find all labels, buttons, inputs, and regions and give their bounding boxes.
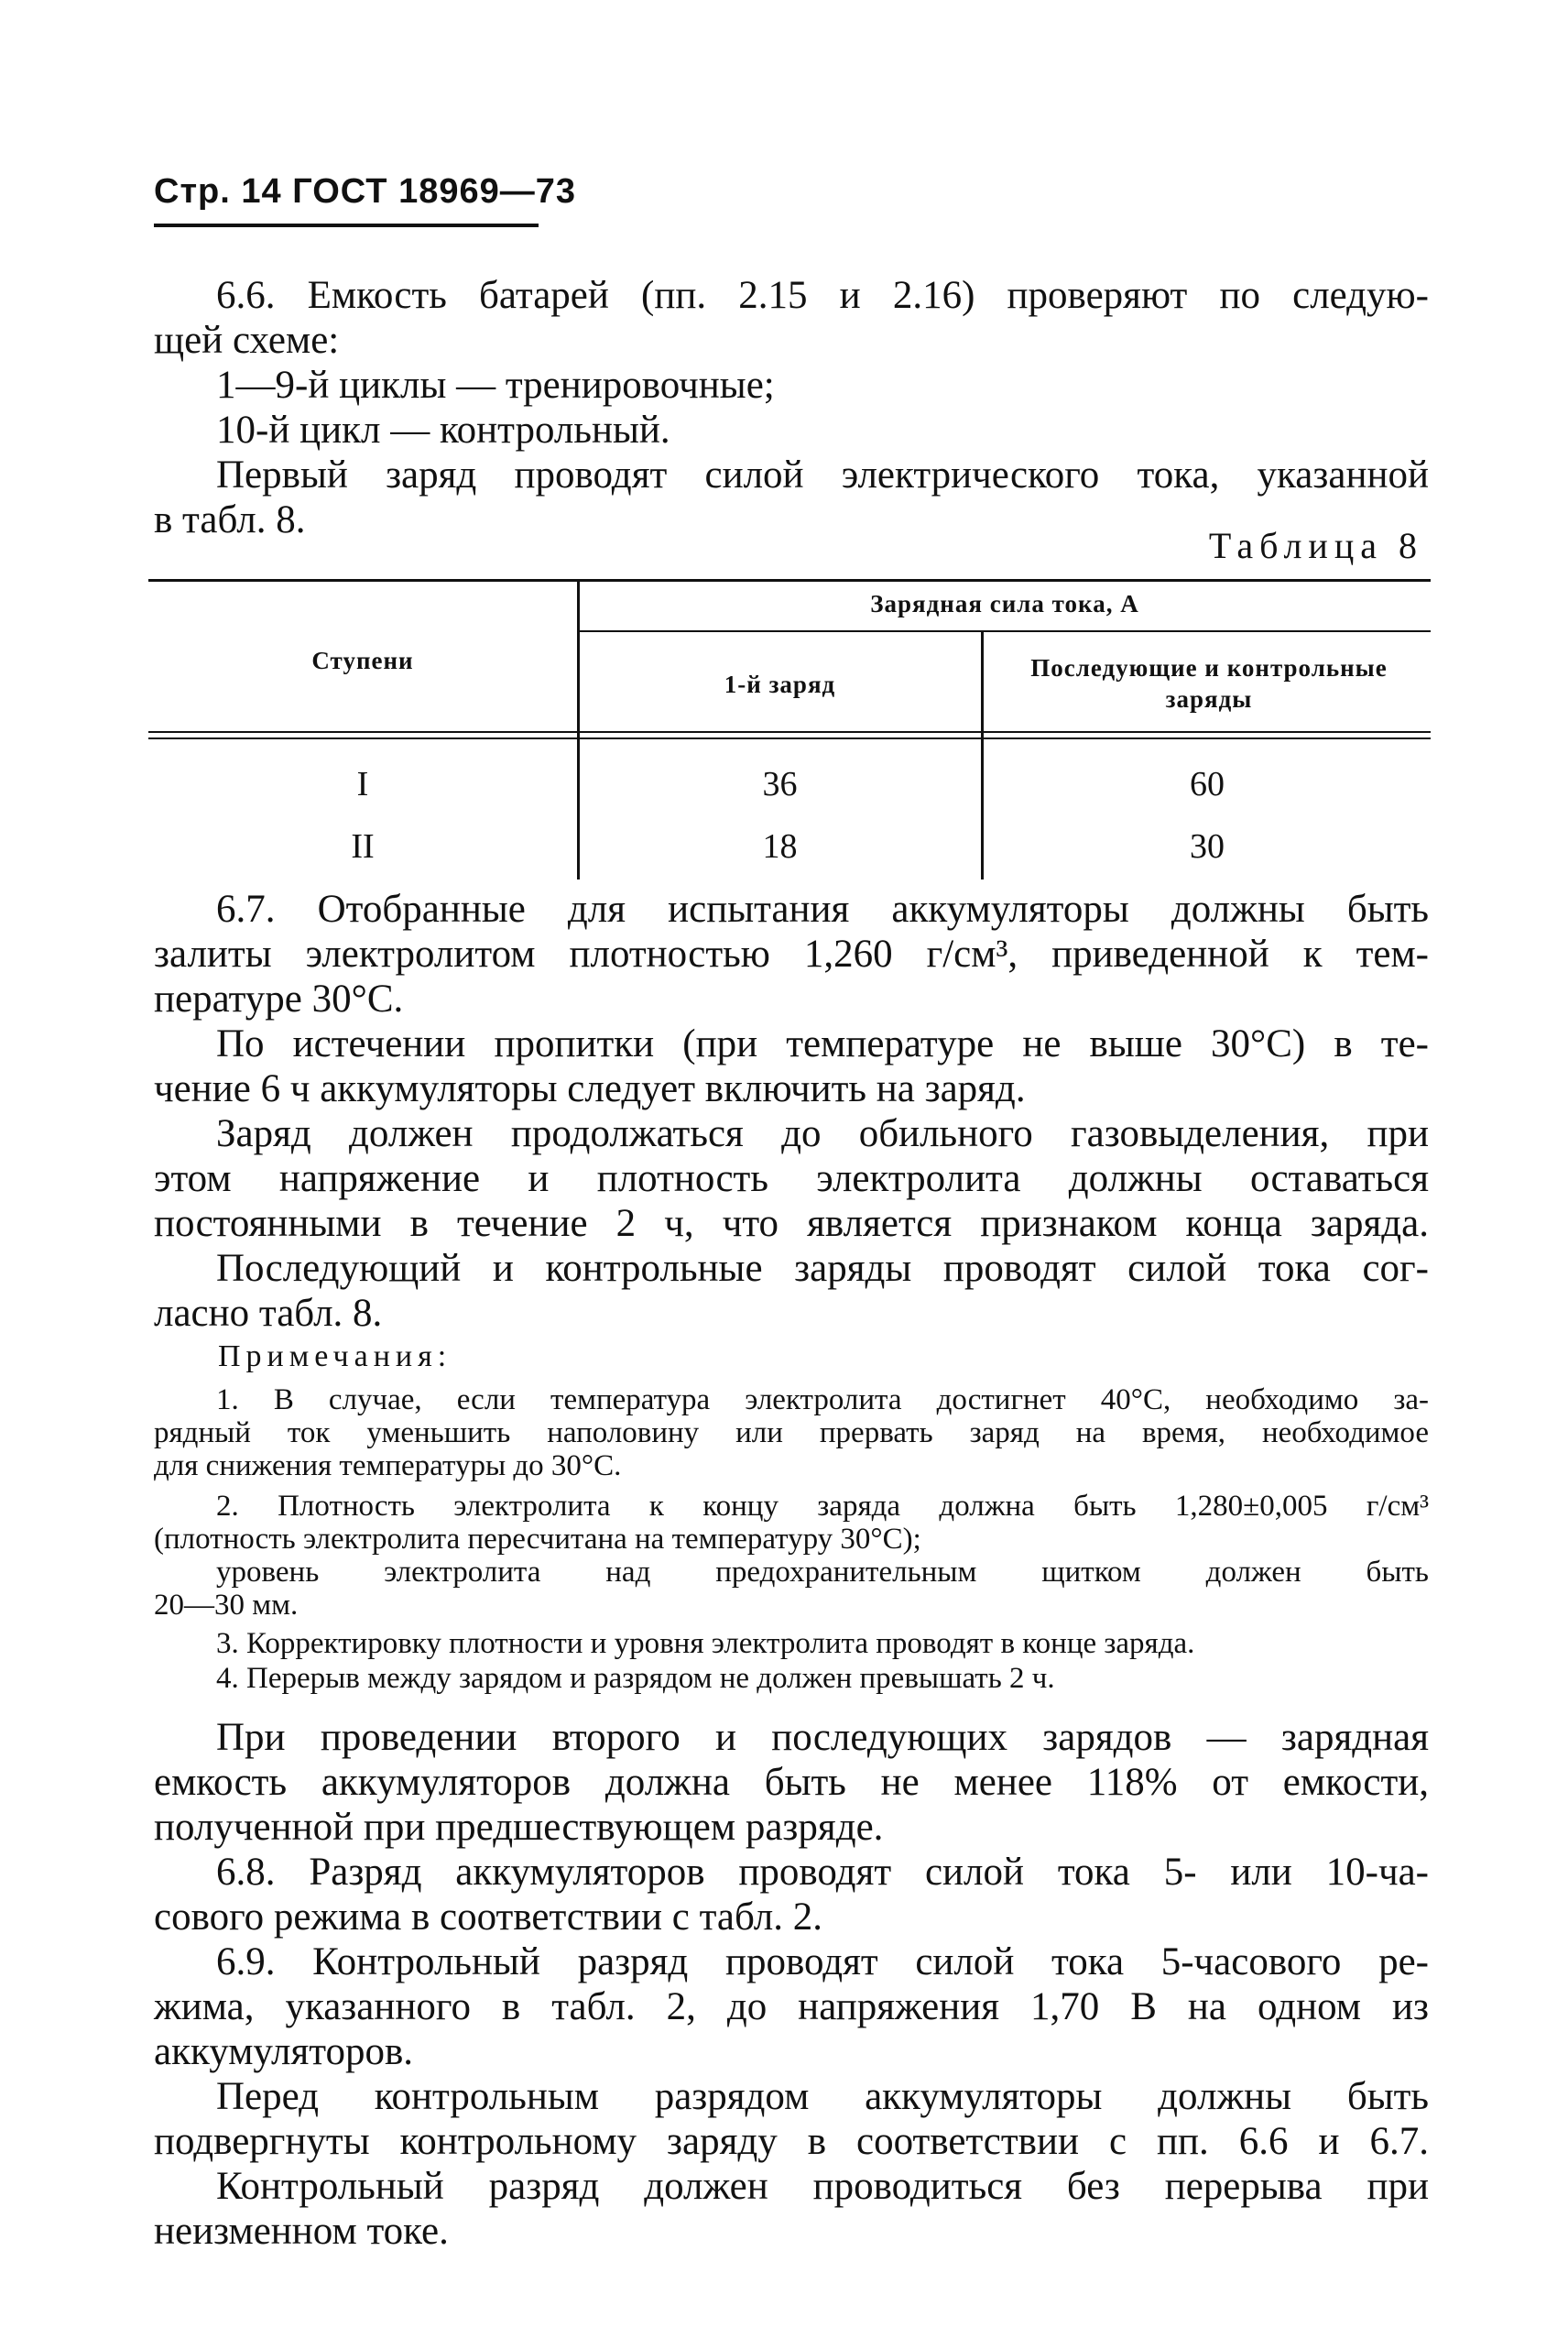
th-charge-current: Зарядная сила тока, А: [870, 590, 1139, 617]
s67-p2-line1: По истечении пропитки (при температуре не выше 30°С) в те-: [216, 1022, 1429, 1065]
note-2-line2: (плотность электролита пересчитана на температуру 30°С);: [154, 1523, 921, 1556]
s67-p1-line1: 6.7. Отобранные для испытания аккумуляторы должны быть: [216, 888, 1429, 931]
s69-p3-line1: Контрольный разряд должен проводиться без перерыва при: [216, 2165, 1429, 2208]
after-notes-line3: полученной при предшествующем разряде.: [154, 1806, 884, 1849]
note-2-line3: уровень электролита над предохранительным щитком должен быть: [216, 1556, 1429, 1589]
table-header-rule-a: [148, 731, 1431, 733]
s69-p1-line1: 6.9. Контрольный разряд проводят силой тока 5-часового ре-: [216, 1940, 1429, 1983]
table-group-rule: [579, 630, 1431, 632]
header-underline: [154, 224, 539, 227]
s69-p2-line1: Перед контрольным разрядом аккумуляторы должны быть: [216, 2075, 1429, 2118]
s67-p1-line3: пературе 30°С.: [154, 978, 404, 1021]
table-row-2-stage: II: [351, 827, 375, 866]
s66-line1: 6.6. Емкость батарей (пп. 2.15 и 2.16) проверяют по следую-: [216, 274, 1429, 317]
s66-line3: Первый заряд проводят силой электрического тока, указанной: [216, 453, 1429, 497]
note-2-line4: 20—30 мм.: [154, 1589, 299, 1622]
s69-p2-line2: подвергнуты контрольному заряду в соответствии с пп. 6.6 и 6.7.: [154, 2120, 1429, 2163]
table-row-2-next: 30: [1190, 827, 1225, 866]
s67-p4-line1: Последующий и контрольные заряды проводят силой тока сог-: [216, 1247, 1429, 1290]
s67-p4-line2: ласно табл. 8.: [154, 1292, 383, 1335]
note-4: 4. Перерыв между зарядом и разрядом не должен превышать 2 ч.: [216, 1662, 1055, 1695]
s67-p2-line2: чение 6 ч аккумуляторы следует включить на заряд.: [154, 1067, 1026, 1110]
notes-title: Примечания:: [218, 1339, 452, 1373]
page-header: Стр. 14 ГОСТ 18969—73: [154, 172, 577, 211]
th-stages: Ступени: [311, 647, 414, 674]
s67-p1-line2: залиты электролитом плотностью 1,260 г/см³, приведенной к тем-: [154, 933, 1429, 976]
table-top-rule: [148, 579, 1431, 582]
s68-line1: 6.8. Разряд аккумуляторов проводят силой тока 5- или 10-ча-: [216, 1851, 1429, 1894]
table-8-title: Таблица 8: [1208, 525, 1423, 566]
note-1-line3: для снижения температуры до 30°С.: [154, 1449, 622, 1482]
s69-p1-line3: аккумуляторов.: [154, 2030, 414, 2073]
s66-item2: 10-й цикл — контрольный.: [216, 409, 670, 452]
table-row-1-stage: I: [356, 765, 369, 803]
s69-p1-line2: жима, указанного в табл. 2, до напряжения 1,70 В на одном из: [154, 1985, 1429, 2028]
note-3: 3. Корректировку плотности и уровня электролита проводят в конце заряда.: [216, 1627, 1195, 1660]
s67-p3-line2: этом напряжение и плотность электролита должны оставаться: [154, 1157, 1429, 1200]
note-1-line1: 1. В случае, если температура электролита достигнет 40°С, необходимо за-: [216, 1383, 1429, 1416]
s69-p3-line2: неизменном токе.: [154, 2210, 449, 2253]
note-1-line2: рядный ток уменьшить наполовину или прервать заряд на время, необходимое: [154, 1416, 1429, 1449]
s66-line2: щей схеме:: [154, 319, 340, 362]
table-row-1-next: 60: [1190, 765, 1225, 803]
note-2-line1: 2. Плотность электролита к концу заряда должна быть 1,280±0,005 г/см³: [216, 1490, 1429, 1523]
table-row-1-first: 36: [762, 765, 798, 803]
s68-line2: сового режима в соответствии с табл. 2.: [154, 1895, 822, 1939]
s66-item1: 1—9-й циклы — тренировочные;: [216, 364, 775, 407]
after-notes-line1: При проведении второго и последующих зарядов — зарядная: [216, 1716, 1429, 1759]
s67-p3-line3: постоянными в течение 2 ч, что является признаком конца заряда.: [154, 1202, 1429, 1245]
after-notes-line2: емкость аккумуляторов должна быть не менее 118% от емкости,: [154, 1761, 1429, 1804]
th-first-charge: 1-й заряд: [724, 671, 836, 698]
th-subsequent-charges: Последующие и контрольные заряды: [1030, 654, 1388, 713]
s66-line4: в табл. 8.: [154, 498, 306, 541]
table-header-rule-b: [148, 737, 1431, 739]
s67-p3-line1: Заряд должен продолжаться до обильного газовыделения, при: [216, 1112, 1429, 1155]
table-row-2-first: 18: [762, 827, 798, 866]
